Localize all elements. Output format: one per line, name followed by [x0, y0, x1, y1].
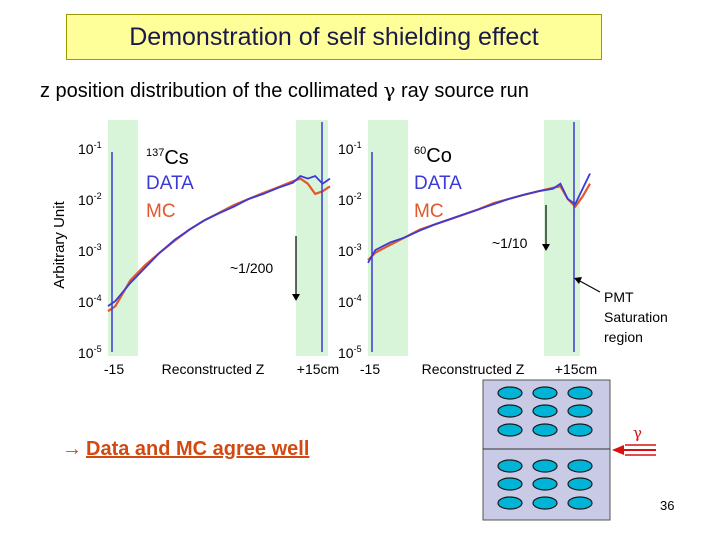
conclusion — [62, 438, 309, 461]
legend-data: DATA — [414, 173, 462, 194]
y-tick-label: $10^{-1}$ — [78, 140, 102, 157]
pmt-tube — [533, 478, 557, 490]
x-tick-label-left: -15 — [103, 361, 125, 377]
ratio-annotation: ~1/200 — [230, 260, 274, 276]
conclusion-text: Data and MC agree well — [86, 438, 310, 460]
source-label: $^{60}$Co — [414, 145, 452, 167]
subtitle-text-post: ray source run — [395, 80, 529, 102]
x-tick-label-right: +15cm — [296, 361, 340, 377]
y-tick-label: $10^{-3}$ — [338, 242, 362, 259]
pmt-tube — [568, 478, 592, 490]
pmt-tube — [498, 460, 522, 472]
chart-panel-2 — [338, 120, 597, 377]
pmt-saturation-label: region — [604, 329, 643, 345]
y-tick-label: $10^{-5}$ — [338, 344, 362, 361]
x-axis-label: Reconstructed Z — [421, 361, 525, 377]
pmt-tube — [533, 497, 557, 509]
y-tick-label: $10^{-4}$ — [338, 293, 362, 310]
x-tick-label-right: +15cm — [554, 361, 598, 377]
saturation-band-right — [296, 120, 328, 356]
y-tick-label: $10^{-4}$ — [78, 293, 102, 310]
source-label: $^{137}$Cs — [146, 147, 189, 169]
y-tick-label: $10^{-2}$ — [338, 191, 362, 208]
legend-mc: MC — [146, 201, 176, 222]
pmt-tube — [568, 424, 592, 436]
pmt-tube — [533, 405, 557, 417]
arrow-icon: → — [62, 438, 82, 460]
detector-diagram — [483, 380, 610, 520]
x-tick-label-left: -15 — [359, 361, 381, 377]
pmt-saturation-label: PMT — [604, 289, 634, 305]
y-tick-label: $10^{-2}$ — [78, 191, 102, 208]
subtitle-text-pre: z position distribution of the collimated — [40, 80, 384, 102]
y-tick-label: $10^{-5}$ — [78, 344, 102, 361]
page-number: 36 — [660, 498, 675, 513]
pmt-tube — [533, 387, 557, 399]
gamma-beam-arrowhead — [612, 445, 624, 455]
x-axis-label: Reconstructed Z — [161, 361, 265, 377]
y-tick-label: $10^{-3}$ — [78, 242, 102, 259]
pmt-tube — [498, 497, 522, 509]
pmt-tube — [533, 460, 557, 472]
pmt-tube — [498, 478, 522, 490]
y-tick-label: $10^{-1}$ — [338, 140, 362, 157]
pmt-tube — [568, 405, 592, 417]
legend-data: DATA — [146, 173, 194, 194]
pmt-saturation-label: Saturation — [604, 309, 668, 325]
pmt-tube — [568, 387, 592, 399]
pmt-tube — [568, 460, 592, 472]
pmt-tube — [498, 387, 522, 399]
ratio-annotation: ~1/10 — [492, 235, 528, 251]
chart-panel-1 — [78, 120, 339, 377]
pmt-arrow-line — [578, 280, 600, 292]
gamma-symbol: γ — [383, 78, 396, 102]
legend-mc: MC — [414, 201, 444, 222]
pmt-tube — [498, 405, 522, 417]
pmt-tube — [533, 424, 557, 436]
slide-title-text: Demonstration of self shielding effect — [129, 22, 539, 51]
pmt-tube — [498, 424, 522, 436]
y-axis-label: Arbitrary Unit — [51, 201, 68, 289]
pmt-tube — [568, 497, 592, 509]
gamma-beam-label: γ — [633, 424, 642, 442]
